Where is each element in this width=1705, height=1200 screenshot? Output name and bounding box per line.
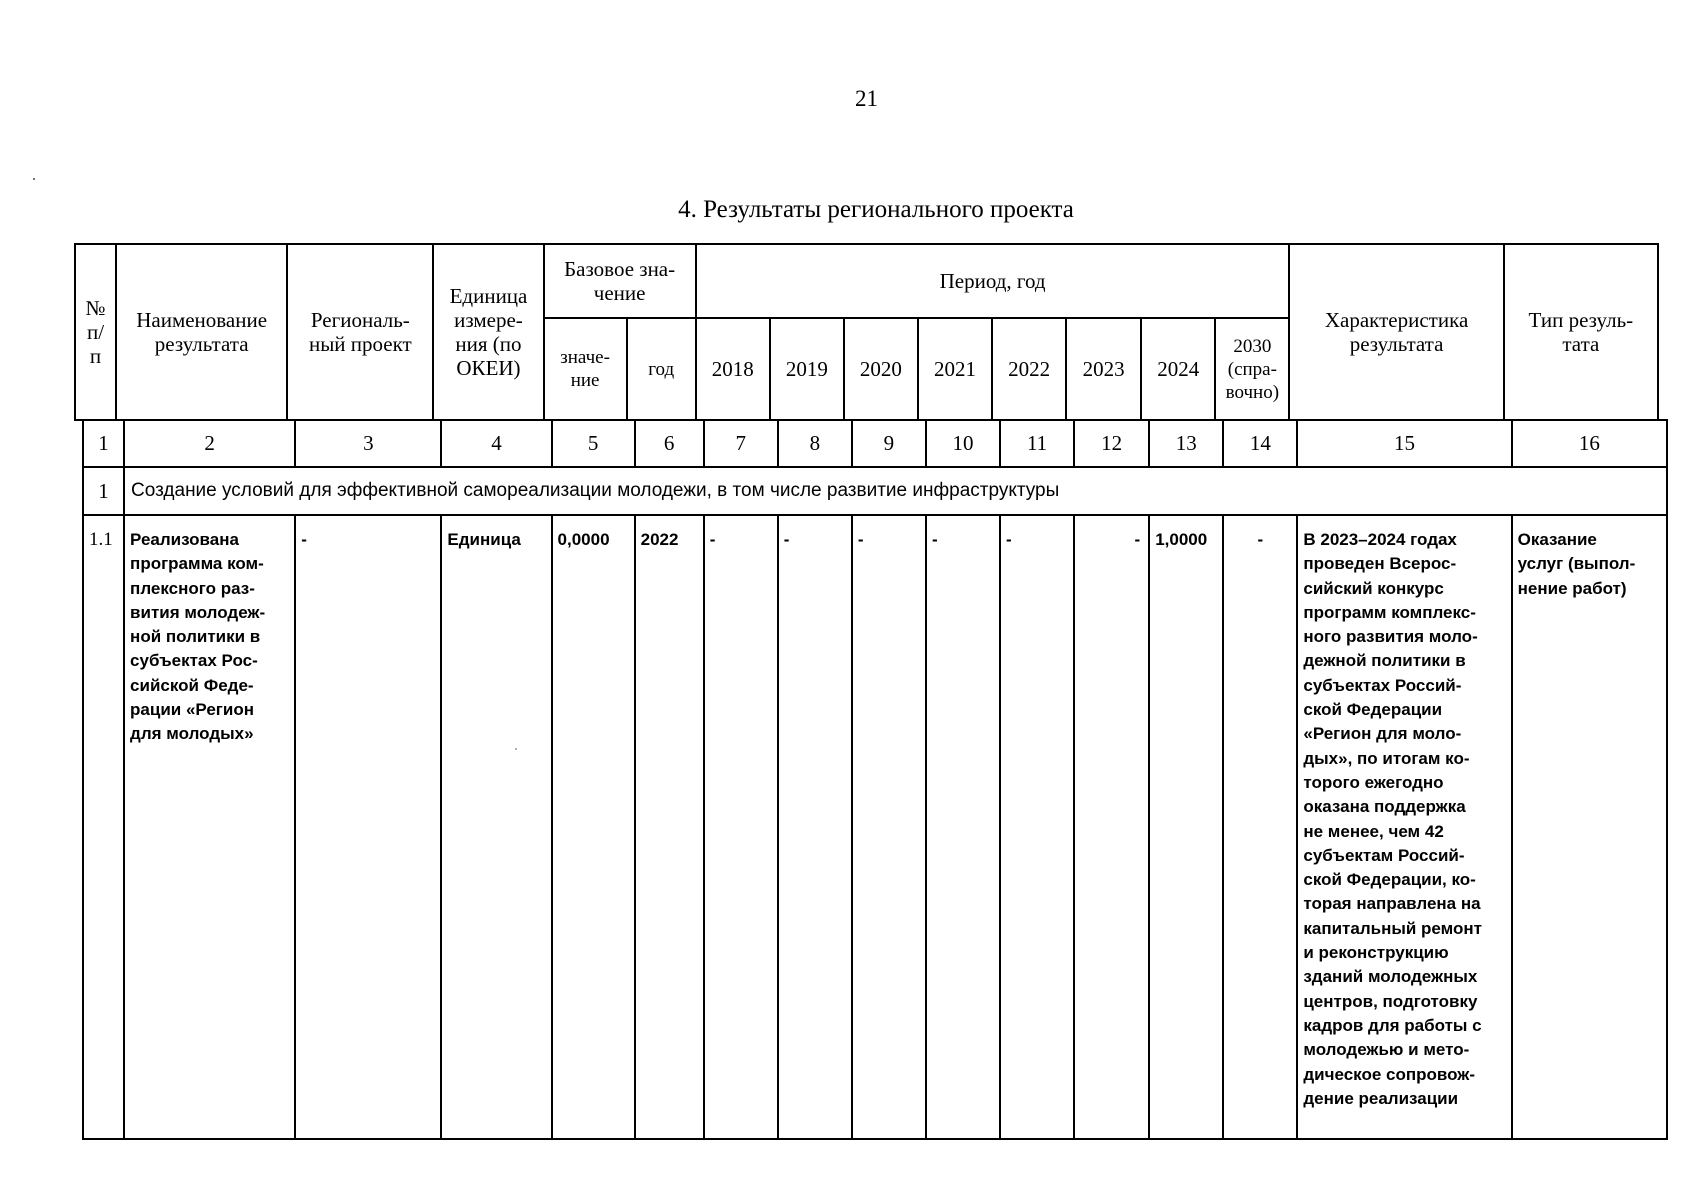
row-base-value: 0,0000 — [552, 515, 635, 1139]
page-number: 21 — [855, 86, 878, 111]
header-col-name: Наименование результата — [116, 244, 287, 420]
column-number: 15 — [1297, 420, 1511, 467]
header-year: 2021 — [918, 318, 992, 420]
header-year-2030: 2030 (спра- вочно) — [1215, 318, 1289, 420]
row-result-type: Оказание услуг (выпол- нение работ) — [1512, 515, 1667, 1139]
result-row — [83, 515, 1667, 1139]
row-year-value: - — [778, 515, 852, 1139]
header-period-group: Период, год — [696, 244, 1290, 318]
column-number: 2 — [124, 420, 295, 467]
column-number: 9 — [852, 420, 926, 467]
column-number: 14 — [1223, 420, 1297, 467]
row-year-value: - — [1074, 515, 1149, 1139]
header-year: 2018 — [696, 318, 770, 420]
results-header-table — [74, 243, 1659, 421]
row-year-value: - — [704, 515, 778, 1139]
column-number: 12 — [1074, 420, 1149, 467]
row-year-value: - — [926, 515, 1000, 1139]
header-year: 2020 — [844, 318, 918, 420]
row-characteristic: В 2023–2024 годах проведен Всерос- сийский конкурс программ комплекс- ного развития моло- дежной политики в субъектах Россий- ской Федерации «Регион для моло- дых», по итогам ко- торого ежегодно оказана поддержка не менее, чем 42 субъектам Россий- ской Федерации, ко- торая направлена на капитальный ремонт и реконструкцию зданий молодежных центров, подготовку кадров для работы с молодежью и мето- дическое сопровож- дение реализации — [1297, 515, 1511, 1139]
row-year-2030: - — [1223, 515, 1297, 1139]
column-number: 8 — [778, 420, 852, 467]
header-year: 2023 — [1066, 318, 1141, 420]
header-year: 2024 — [1141, 318, 1215, 420]
stray-dot — [515, 748, 517, 750]
section-title: 4. Результаты регионального проекта — [678, 196, 1074, 223]
row-year-value: - — [1000, 515, 1074, 1139]
header-year: 2022 — [992, 318, 1066, 420]
header-base-group: Базовое зна- чение — [544, 244, 696, 318]
header-base-value: значе- ние — [544, 318, 627, 420]
row-project: - — [295, 515, 441, 1139]
row-year-value: - — [852, 515, 926, 1139]
header-col-characteristic: Характеристика результата — [1289, 244, 1503, 420]
column-number: 16 — [1512, 420, 1667, 467]
header-base-year: год — [627, 318, 696, 420]
task-number: 1 — [83, 467, 124, 515]
header-col-unit: Единица измере- ния (по ОКЕИ) — [433, 244, 543, 420]
column-number: 4 — [441, 420, 551, 467]
header-col-type: Тип резуль- тата — [1504, 244, 1658, 420]
column-number: 10 — [926, 420, 1000, 467]
header-col-project: Региональ- ный проект — [287, 244, 433, 420]
column-number-row — [83, 420, 1667, 467]
task-row — [83, 467, 1667, 515]
row-number: 1.1 — [83, 515, 124, 1139]
stray-dot — [33, 178, 35, 180]
row-result-name: Реализована программа ком- плексного раз- вития молодеж- ной политики в субъектах Рос- сийской Феде- рации «Регион для молодых» — [124, 515, 295, 1139]
column-number: 7 — [704, 420, 778, 467]
column-number: 13 — [1149, 420, 1223, 467]
column-number: 6 — [635, 420, 704, 467]
row-base-year: 2022 — [635, 515, 704, 1139]
results-body-table — [82, 419, 1668, 1140]
row-year-value: 1,0000 — [1149, 515, 1223, 1139]
column-number: 3 — [295, 420, 441, 467]
row-unit: Единица — [441, 515, 551, 1139]
header-year: 2019 — [770, 318, 844, 420]
column-number: 1 — [83, 420, 124, 467]
header-col-no: № п/ п — [75, 244, 116, 420]
column-number: 5 — [552, 420, 635, 467]
column-number: 11 — [1000, 420, 1074, 467]
task-text: Создание условий для эффективной самореализации молодежи, в том числе развитие инфраструктуры — [124, 467, 1667, 515]
